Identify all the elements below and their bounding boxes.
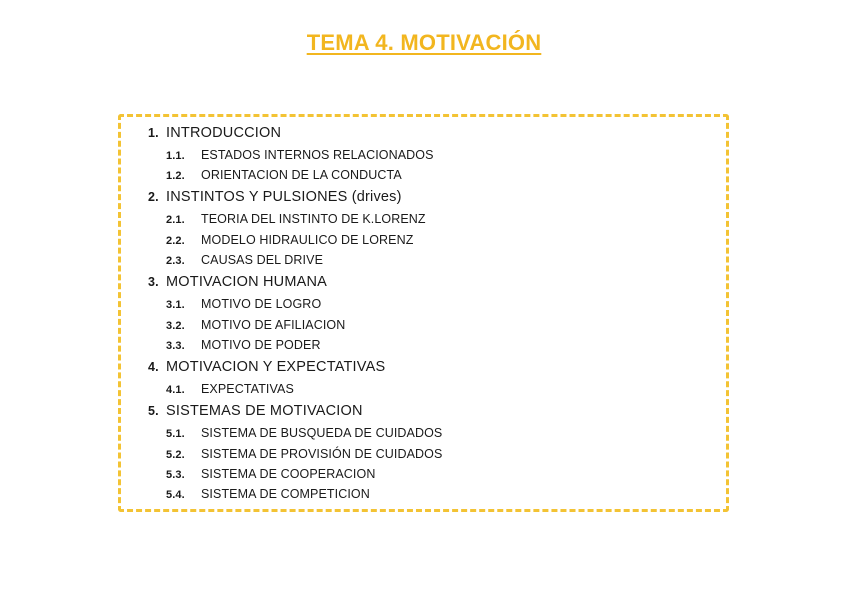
toc-item-label: MODELO HIDRAULICO DE LORENZ (201, 233, 414, 247)
toc-subsection (166, 467, 375, 481)
toc-item-number: 1.2. (166, 170, 185, 182)
table-of-contents-list (121, 117, 726, 509)
toc-item-number: 3.3. (166, 340, 185, 352)
toc-item-label: MOTIVACION Y EXPECTATIVAS (166, 359, 386, 375)
toc-item-number: 5.3. (166, 469, 185, 481)
toc-item-number: 4.1. (166, 384, 185, 396)
toc-item-number: 2.1. (166, 214, 185, 226)
toc-section (148, 274, 327, 290)
toc-item-label: SISTEMA DE BUSQUEDA DE CUIDADOS (201, 426, 443, 440)
toc-subsection (166, 233, 413, 247)
toc-subsection (166, 168, 402, 182)
toc-item-label: CAUSAS DEL DRIVE (201, 253, 324, 267)
toc-item-number: 5. (148, 404, 159, 418)
toc-item-label: SISTEMA DE COOPERACION (201, 467, 376, 481)
toc-item-label: EXPECTATIVAS (201, 382, 294, 396)
toc-item-number: 5.1. (166, 428, 185, 440)
toc-section (148, 403, 363, 419)
toc-item-number: 3.2. (166, 320, 185, 332)
toc-section (148, 125, 281, 141)
toc-item-label: MOTIVO DE AFILIACION (201, 318, 346, 332)
toc-item-number: 1. (148, 126, 159, 140)
toc-item-label: MOTIVACION HUMANA (166, 274, 328, 290)
toc-item-label: INSTINTOS Y PULSIONES (drives) (166, 189, 402, 205)
toc-subsection (166, 212, 426, 226)
toc-item-label: SISTEMA DE COMPETICION (201, 487, 370, 501)
toc-item-number: 4. (148, 360, 159, 374)
toc-item-number: 2.3. (166, 255, 185, 267)
page-title: TEMA 4. MOTIVACIÓN (306, 30, 542, 55)
toc-subsection (166, 487, 370, 501)
toc-item-number: 2.2. (166, 235, 185, 247)
toc-subsection (166, 426, 442, 440)
toc-item-label: SISTEMA DE PROVISIÓN DE CUIDADOS (201, 447, 443, 461)
toc-subsection (166, 447, 442, 461)
toc-section (148, 359, 385, 375)
toc-item-label: TEORIA DEL INSTINTO DE K.LORENZ (201, 212, 426, 226)
toc-subsection (166, 253, 323, 267)
toc-item-label: SISTEMAS DE MOTIVACION (166, 403, 363, 419)
toc-item-number: 3. (148, 275, 159, 289)
toc-item-number: 3.1. (166, 299, 185, 311)
toc-item-number: 5.4. (166, 489, 185, 501)
toc-subsection (166, 148, 434, 162)
toc-section (148, 189, 402, 205)
toc-subsection (166, 318, 345, 332)
table-of-contents-box (118, 114, 729, 512)
toc-item-label: ORIENTACION DE LA CONDUCTA (201, 168, 402, 182)
toc-subsection (166, 338, 321, 352)
toc-subsection (166, 297, 321, 311)
toc-item-label: ESTADOS INTERNOS RELACIONADOS (201, 148, 434, 162)
toc-item-label: INTRODUCCION (166, 125, 282, 141)
toc-subsection (166, 382, 294, 396)
toc-item-number: 5.2. (166, 449, 185, 461)
toc-item-label: MOTIVO DE PODER (201, 338, 321, 352)
toc-item-label: MOTIVO DE LOGRO (201, 297, 322, 311)
toc-item-number: 1.1. (166, 150, 185, 162)
toc-item-number: 2. (148, 190, 159, 204)
